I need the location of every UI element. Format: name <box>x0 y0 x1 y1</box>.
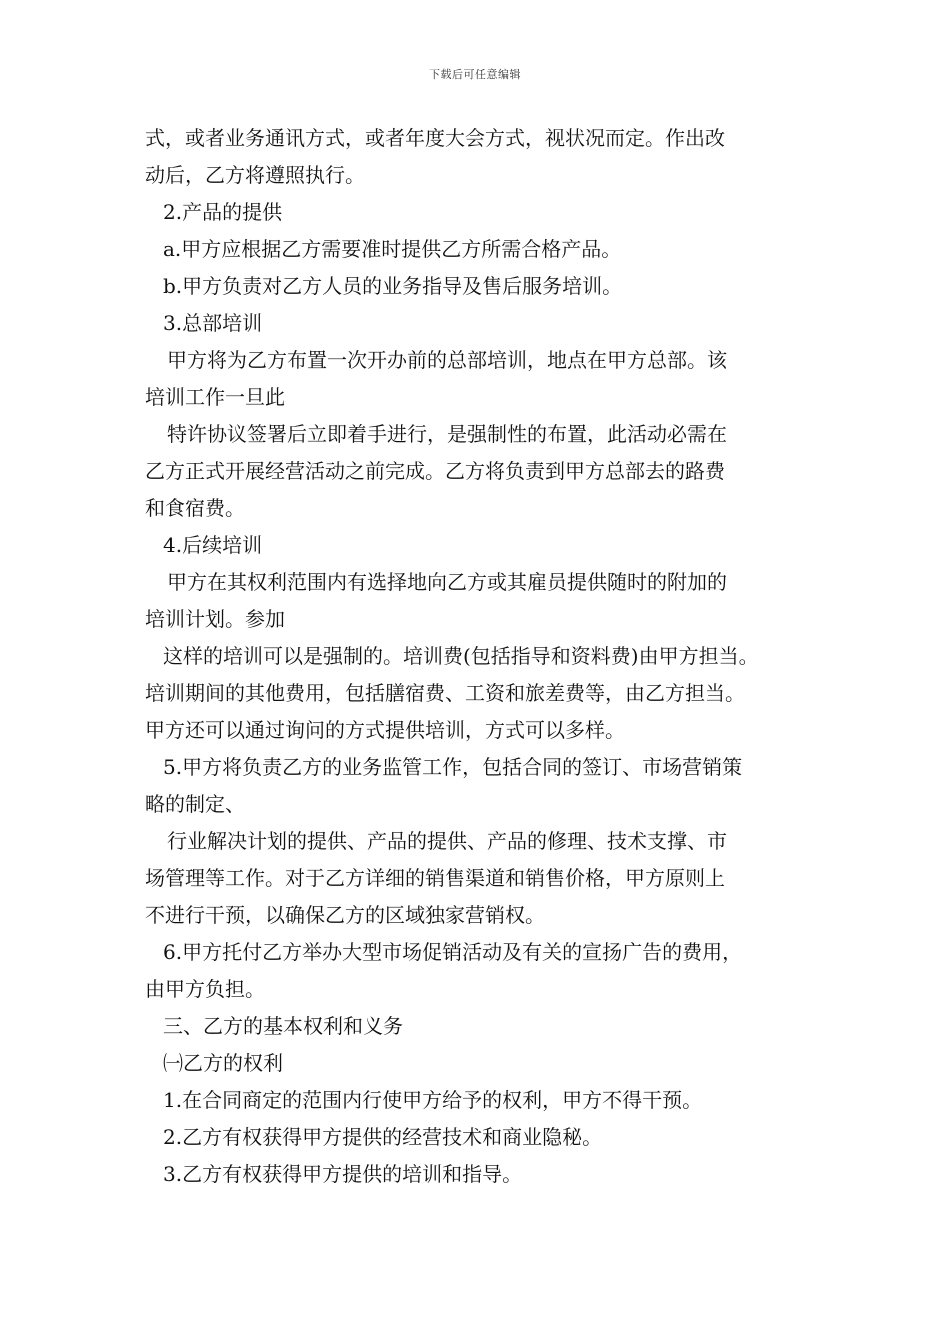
text-line: 特许协议签署后立即着手进行，是强制性的布置，此活动必需在 <box>167 422 727 446</box>
text-line: 乙方正式开展经营活动之前完成。乙方将负责到甲方总部去的路费 <box>145 459 725 483</box>
text-line: 1.在合同商定的范围内行使甲方给予的权利，甲方不得干预。 <box>163 1088 703 1112</box>
text-line: 4.后续培训 <box>163 533 263 557</box>
text-line: 这样的培训可以是强制的。培训费(包括指导和资料费)由甲方担当。 <box>163 644 759 668</box>
text-line: b.甲方负责对乙方人员的业务指导及售后服务培训。 <box>163 274 623 298</box>
text-line: 甲方将为乙方布置一次开办前的总部培训，地点在甲方总部。该 <box>167 348 727 372</box>
text-line: 场管理等工作。对于乙方详细的销售渠道和销售价格，甲方原则上 <box>145 866 725 890</box>
text-line: a.甲方应根据乙方需要准时提供乙方所需合格产品。 <box>163 237 622 261</box>
text-line: 3.总部培训 <box>163 311 263 335</box>
text-line: 2.产品的提供 <box>163 200 283 224</box>
text-line: ㈠乙方的权利 <box>163 1051 283 1075</box>
text-line: 由甲方负担。 <box>145 977 265 1001</box>
page-header-note: 下载后可任意编辑 <box>429 68 521 81</box>
text-line: 行业解决计划的提供、产品的提供、产品的修理、技术支撑、市 <box>167 829 727 853</box>
text-line: 和食宿费。 <box>145 496 245 520</box>
document-body <box>145 120 815 1193</box>
text-line: 三、乙方的基本权利和义务 <box>163 1014 403 1038</box>
text-line: 培训期间的其他费用，包括膳宿费、工资和旅差费等，由乙方担当。 <box>145 681 745 705</box>
text-line: 不进行干预，以确保乙方的区域独家营销权。 <box>145 903 545 927</box>
text-line: 培训工作一旦此 <box>145 385 285 409</box>
text-line: 式，或者业务通讯方式，或者年度大会方式，视状况而定。作出改 <box>145 126 725 150</box>
text-line: 甲方还可以通过询问的方式提供培训，方式可以多样。 <box>145 718 625 742</box>
text-line: 6.甲方托付乙方举办大型市场促销活动及有关的宣扬广告的费用， <box>163 940 743 964</box>
text-line: 甲方在其权利范围内有选择地向乙方或其雇员提供随时的附加的 <box>167 570 727 594</box>
text-line: 动后，乙方将遵照执行。 <box>145 163 365 187</box>
text-line: 3.乙方有权获得甲方提供的培训和指导。 <box>163 1162 523 1186</box>
text-line: 2.乙方有权获得甲方提供的经营技术和商业隐秘。 <box>163 1125 603 1149</box>
text-line: 5.甲方将负责乙方的业务监管工作，包括合同的签订、市场营销策 <box>163 755 743 779</box>
text-line: 略的制定、 <box>145 792 245 816</box>
text-line: 培训计划。参加 <box>145 607 285 631</box>
